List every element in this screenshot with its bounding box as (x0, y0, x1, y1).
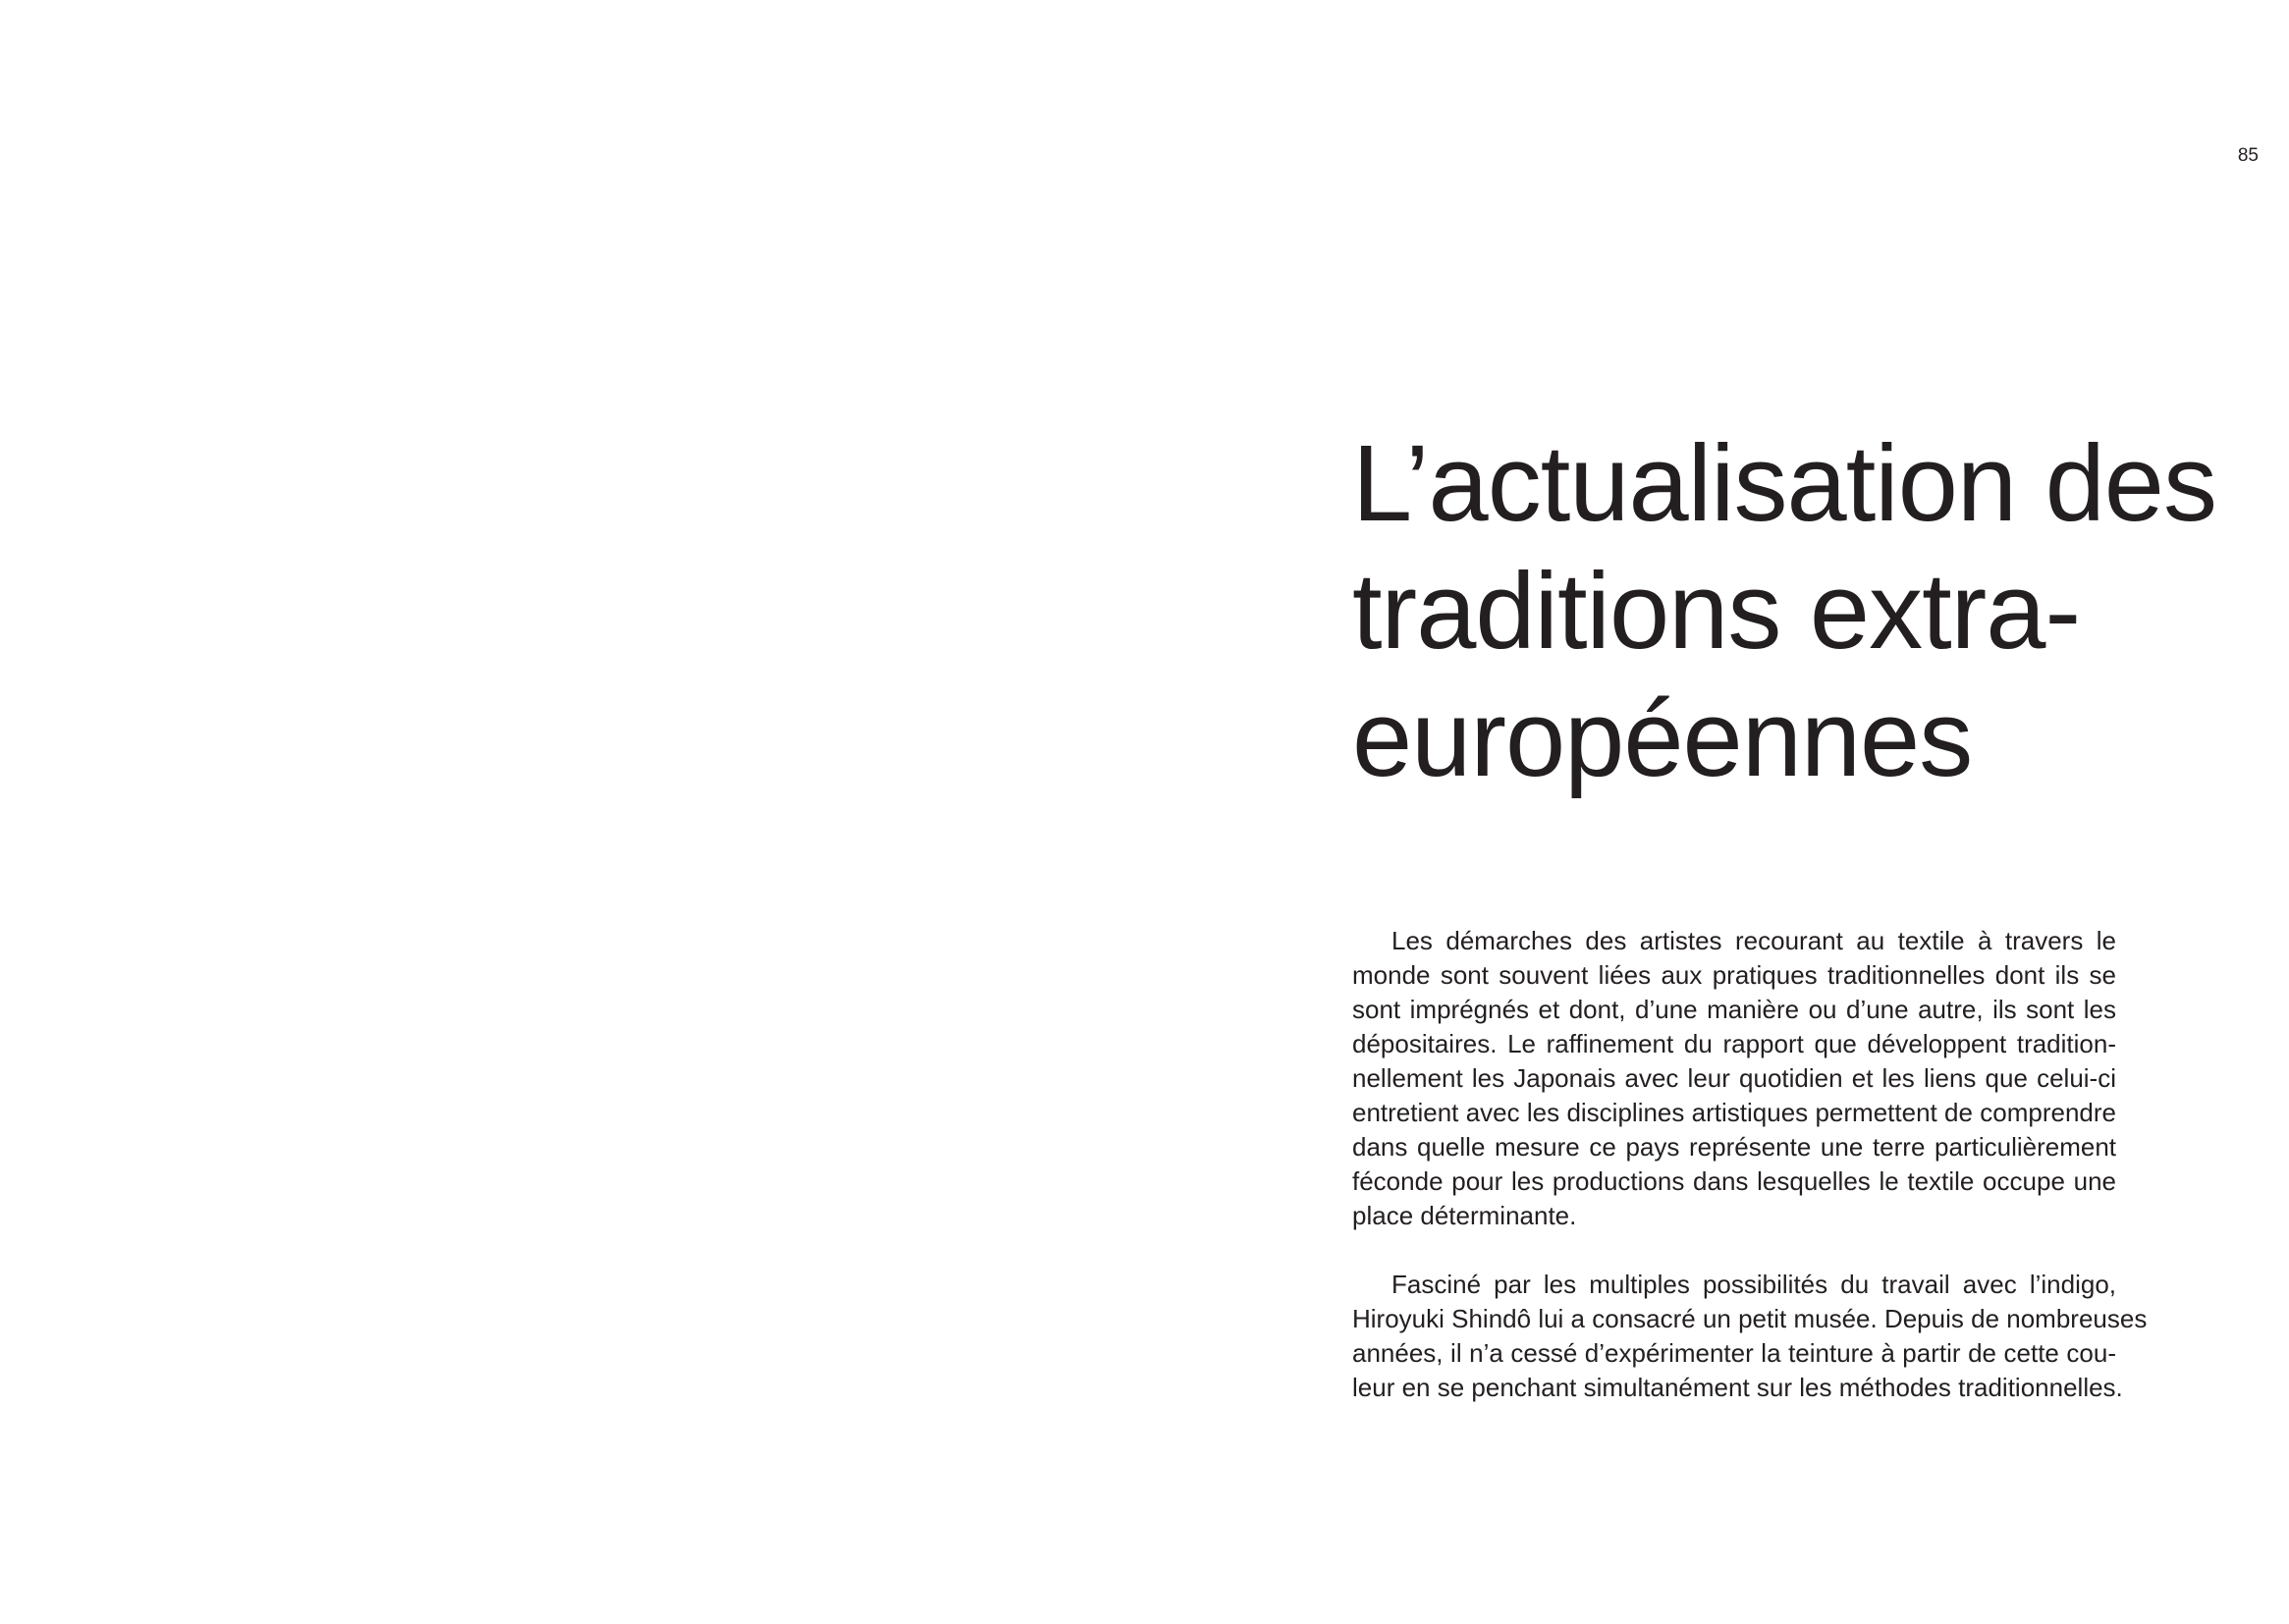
chapter-title-line: L’actualisation des (1352, 423, 2216, 544)
body-text (1352, 924, 2148, 1439)
page-number: 85 (2237, 145, 2259, 166)
text-line: dépositaires. Le raffinement du rapport que développent tradition- (1352, 1029, 2116, 1058)
text-line: Hiroyuki Shindô lui a consacré un petit musée. Depuis de nombreuses (1352, 1304, 2148, 1333)
text-line: féconde pour les productions dans lesquelles le textile occupe une (1352, 1166, 2116, 1196)
text-line: années, il n’a cessé d’expérimenter la teinture à partir de cette cou- (1352, 1338, 2116, 1368)
text-line: leur en se penchant simultanément sur les méthodes traditionnelles. (1352, 1373, 2123, 1402)
left-page-blank (0, 0, 1144, 1624)
paragraph-shindo (1352, 1268, 2148, 1405)
text-line: place déterminante. (1352, 1201, 1577, 1230)
text-line: Les démarches des artistes recourant au textile à travers le (1391, 926, 2116, 955)
chapter-title-line: européennes (1352, 678, 1973, 799)
text-line: nellement les Japonais avec leur quotidien et les liens que celui-ci (1352, 1063, 2116, 1093)
text-line: Fasciné par les multiples possibilités du travail avec l’indigo, (1391, 1270, 2116, 1299)
text-line: sont imprégnés et dont, d’une manière ou d’une autre, ils sont les (1352, 995, 2116, 1024)
right-page (1144, 0, 2289, 1624)
text-line: dans quelle mesure ce pays représente une terre particulièrement (1352, 1132, 2116, 1162)
chapter-title-line: traditions extra- (1352, 551, 2081, 672)
chapter-title (1352, 420, 2216, 803)
text-line: entretient avec les disciplines artistiques permettent de comprendre (1352, 1098, 2116, 1127)
paragraph-intro (1352, 924, 2116, 1233)
text-line: monde sont souvent liées aux pratiques traditionnelles dont ils se (1352, 960, 2116, 990)
